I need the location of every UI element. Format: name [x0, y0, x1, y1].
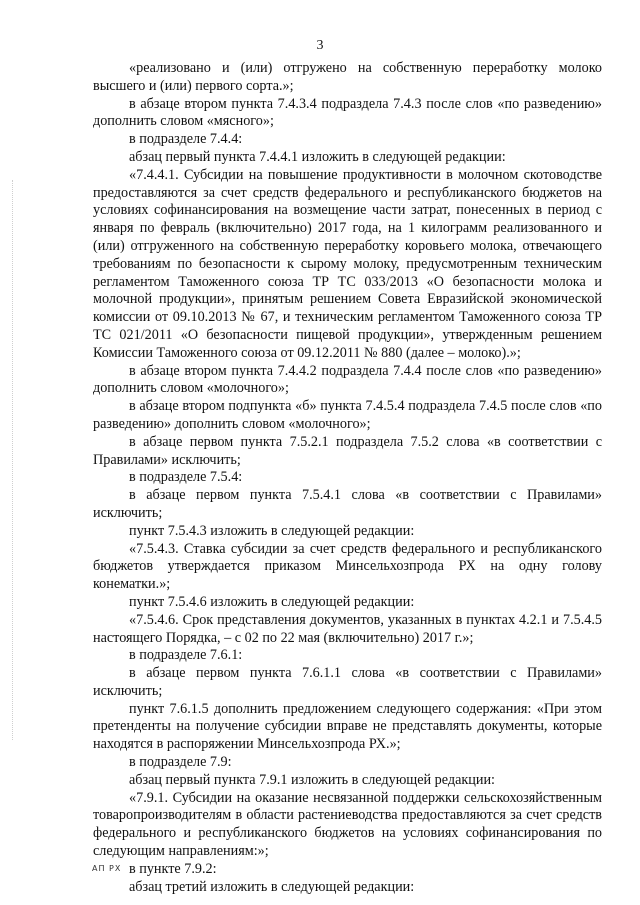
footer-mark: АП РХ [92, 864, 122, 873]
paragraph-5: «7.4.4.1. Субсидии на повышение продуктивности в молочном скотоводстве предоставляются за счет средств федерального и республиканского бюджетов на условиях софинансирования на возмещение части затрат, понесенных в период с января по февраль (включительно) 2017 года, на 1 килограмм реализованного и (или) отгруженного на собственную переработку коровьего молока, отвечающего требованиям по безопасности к сырому молоку, предусмотренным техническим регламентом Таможенного союза ТР ТС 033/2013 «О безопасности молока и молочной продукции», принятым решением Совета Евразийской экономической комиссии от 09.10.2013 № 67, и техническим регламентом Таможенного союза ТР ТС 021/2011 «О безопасности пищевой продукции», утвержденным решением Комиссии Таможенного союза от 09.12.2011 № 880 (далее – молоко).»; [93, 166, 602, 361]
page-number: 3 [316, 38, 324, 53]
paragraph-8: в абзаце первом пункта 7.5.2.1 подраздела 7.5.2 слова «в соответствии с Правилами» исключить; [93, 433, 602, 468]
paragraph-7: в абзаце втором подпункта «б» пункта 7.4.5.4 подраздела 7.4.5 после слов «по разведению» дополнить словом «молочного»; [93, 398, 602, 432]
paragraph-15: в подразделе 7.6.1: [129, 647, 243, 664]
paragraph-13: пункт 7.5.4.6 изложить в следующей редакции: [129, 593, 415, 610]
paragraph-20: «7.9.1. Субсидии на оказание несвязанной поддержки сельскохозяйственным товаропроизводителям в области растениеводства предоставляются за счет средств федерального и республиканского бюджетов на условиях софинансирования по следующим направлениям:»; [93, 789, 602, 860]
paragraph-21: в пункте 7.9.2: [129, 860, 217, 877]
margin-binding-line [12, 180, 14, 740]
paragraph-14: «7.5.4.6. Срок представления документов, указанных в пунктах 4.2.1 и 7.5.4.5 настоящего Порядка, – с 02 по 22 мая (включительно) 2017 г.»; [93, 611, 602, 646]
paragraph-4: абзац первый пункта 7.4.4.1 изложить в следующей редакции: [129, 148, 506, 165]
paragraph-22: абзац третий изложить в следующей редакции: [129, 878, 415, 895]
paragraph-17: пункт 7.6.1.5 дополнить предложением следующего содержания: «При этом претенденты на получение субсидии вправе не представлять документы, которые находятся в распоряжении Минсельхозпрода РХ.»; [93, 700, 602, 753]
document-body [93, 60, 602, 896]
paragraph-18: в подразделе 7.9: [129, 754, 232, 771]
paragraph-2: в абзаце втором пункта 7.4.3.4 подраздела 7.4.3 после слов «по разведению» дополнить словом «мясного»; [93, 95, 602, 130]
paragraph-9: в подразделе 7.5.4: [129, 469, 243, 486]
paragraph-10: в абзаце первом пункта 7.5.4.1 слова «в соответствии с Правилами» исключить; [93, 487, 602, 521]
paragraph-6: в абзаце втором пункта 7.4.4.2 подраздела 7.4.4 после слов «по разведению» дополнить словом «молочного»; [93, 362, 602, 397]
paragraph-12: «7.5.4.3. Ставка субсидии за счет средств федерального и республиканского бюджетов утверждается приказом Минсельхозпрода РХ на одну голову конематки.»; [93, 540, 602, 593]
paragraph-19: абзац первый пункта 7.9.1 изложить в следующей редакции: [129, 771, 495, 788]
paragraph-1: «реализовано и (или) отгружено на собственную переработку молоко высшего и (или) первого сорта.»; [93, 60, 602, 94]
paragraph-3: в подразделе 7.4.4: [129, 131, 243, 148]
paragraph-11: пункт 7.5.4.3 изложить в следующей редакции: [129, 522, 415, 539]
paragraph-16: в абзаце первом пункта 7.6.1.1 слова «в соответствии с Правилами» исключить; [93, 665, 602, 699]
